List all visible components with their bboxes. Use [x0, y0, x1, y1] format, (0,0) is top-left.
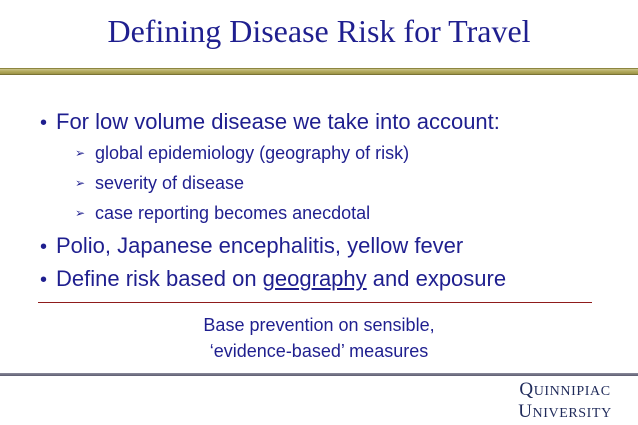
- footer-divider-bar: [0, 373, 638, 376]
- bullet-item: [40, 233, 463, 259]
- underlined-term: geography: [262, 266, 367, 291]
- logo-initial: U: [518, 401, 533, 422]
- sub-bullet-item: [75, 143, 409, 164]
- arrow-bullet-icon: ➢: [75, 146, 86, 160]
- bullet-icon: •: [40, 236, 48, 258]
- sub-bullet-text: case reporting becomes anecdotal: [95, 203, 371, 223]
- university-logo: [495, 380, 635, 424]
- slide-title: Defining Disease Risk for Travel: [107, 13, 531, 49]
- bullet-item: [40, 266, 506, 292]
- sub-bullet-item: [75, 173, 244, 194]
- note-line: Base prevention on sensible,: [203, 315, 435, 335]
- logo-line: [495, 402, 635, 424]
- sub-bullet-item: [75, 203, 370, 224]
- logo-text: NIVERSITY: [532, 406, 612, 421]
- sub-bullet-text: global epidemiology (geography of risk): [95, 143, 410, 163]
- logo-text: UINNIPIAC: [533, 384, 611, 399]
- sub-bullet-text: severity of disease: [95, 173, 245, 193]
- title-divider-bar: [0, 68, 638, 75]
- note-line: ‘evidence-based’ measures: [209, 341, 429, 361]
- logo-line: [495, 380, 635, 402]
- arrow-bullet-icon: ➢: [75, 206, 86, 220]
- section-divider: [38, 302, 592, 303]
- arrow-bullet-icon: ➢: [75, 176, 86, 190]
- logo-initial: Q: [519, 379, 534, 400]
- bullet-text: Polio, Japanese encephalitis, yellow fever: [56, 233, 464, 258]
- bullet-icon: •: [40, 112, 48, 134]
- bullet-icon: •: [40, 269, 48, 291]
- bullet-item: [40, 109, 500, 135]
- bullet-text-part: and exposure: [366, 266, 507, 291]
- bullet-text-part: Define risk based on: [56, 266, 263, 291]
- bullet-text: [56, 266, 506, 292]
- bullet-text: For low volume disease we take into account:: [56, 109, 500, 134]
